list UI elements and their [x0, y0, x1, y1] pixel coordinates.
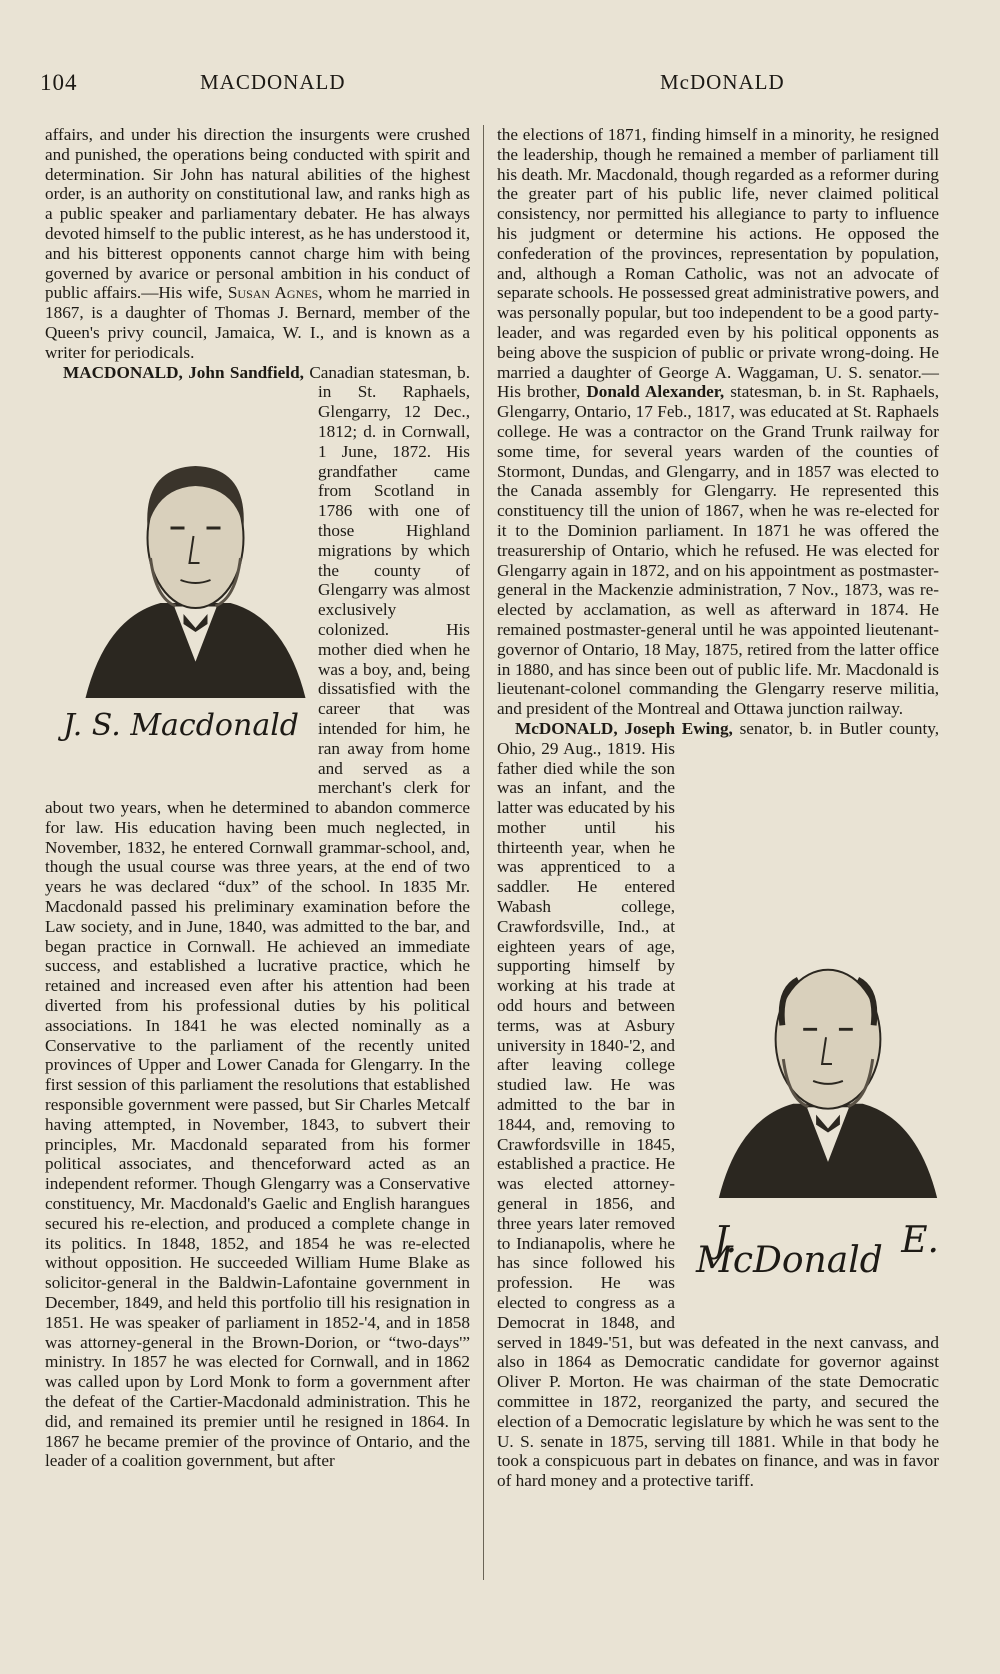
- page-number: 104: [40, 70, 78, 95]
- paragraph: [45, 125, 470, 363]
- right-column: [497, 125, 939, 1491]
- entry-text: Canadian statesman, b. in St. Raphaels, Glengarry, 12 Dec., 1812; d. in Cornwall, 1 June, 1872. His grandfather came from Scotland in 1786 with one of those Highland migrations by which the county of Glengarry was almost exclusively colonized. His mother died when he was a boy, and, being dissatisfied with the career that was intended for him, he ran away from home and served as a merchant's clerk for about two years, when he determined to abandon commerce for law. His education having been much neglected, in November, 1832, he entered Cornwall grammar-school, and, though the usual course was three years, at the end of two years he was declared “dux” of the school. In 1835 Mr. Macdonald passed his preliminary examination before the Law society, and in June, 1840, was admitted to the bar, and began practice in Cornwall. He achieved an immediate success, and established a lucrative practice, which he retained and increased even after his attention had been diverted from his professional duties by his political associations. In 1841 he was elected nominally as a Conservative to the parliament of the recently united provinces of Upper and Lower Canada for Glengarry. In the first session of this parliament the resolutions that established responsible government were passed, but Sir Charles Metcalf having attempted, in November, 1843, to subvert their principles, Mr. Macdonald separated from his former political associates, and thenceforward acted as an independent reformer. Though Glengarry was a Conservative constituency, Mr. Macdonald's Gaelic and English harangues secured his re-election, and produced a complete change in its politics. In 1848, 1852, and 1854 he was re-elected without opposition. He succeeded William Hume Blake as solicitor-general in the Baldwin-Lafontaine government in December, 1849, and held this portfolio till his resignation in 1851. He was speaker of parliament in 1852-'4, and in 1858 was attorney-general in the Brown-Dorion, or “two-days'” ministry. In 1857 he was elected for Cornwall, and in 1862 was called upon by Lord Monk to form a government after the defeat of the Cartier-Macdonald administration. This he did, and remained its premier until he resigned in 1864. In 1867 he became premier of the province of Ontario, and the leader of a coalition government, but after: [45, 362, 470, 1471]
- paragraph-text: affairs, and under his direction the insurgents were crushed and punished, the operations being conducted with spirit and determination. Sir John has natural abilities of the highest order, is an authority on constitutional law, and ranks high as a public speaker and parliamentary debater. He has always devoted himself to the public interest, as he has understood it, and his bitterest opponents cannot charge him with being governed by avarice or personal ambition in his conduct of public affairs.—His wife,: [45, 125, 470, 303]
- column-divider: [483, 125, 484, 1580]
- spouse-name: Susan Agnes: [227, 283, 319, 303]
- paragraph-text: the elections of 1871, finding himself in a minority, he resigned the leadership, though he remained a member of parliament till his death. Mr. Macdonald, though regarded as a reformer during the greater part of his public life, never claimed political consistency, nor permitted his allegiance to party to influence his judgment or determine his actions. He opposed the confederation of the provinces, representation by population, and, although a Roman Catholic, was not an advocate of separate schools. He possessed great administrative powers, and was personally popular, but too independent to be a good party-leader, and was regarded even by his political opponents as being above the suspicion of public or private wrong-doing. He married a daughter of George A. Waggaman, U. S. senator.—His brother,: [497, 125, 939, 402]
- entry-heading: MACDONALD, John Sandfield,: [63, 362, 304, 382]
- signature: J. S. Macdonald: [63, 708, 300, 744]
- paragraph-text: statesman, b. in St. Raphaels, Glengarry, Ontario, 17 Feb., 1817, was educated at St. Raphaels college. He was a contractor on the Grand Trunk railway for some time, for several years warden of the counties of Stormont, Dundas, and Glengarry, and in 1857 was elected to the Canada assembly for Glengarry. He represented this constituency till the union of 1867, when he was re-elected for it to the Dominion parliament. In 1871 he was offered the treasurership of Ontario, which he refused. He was elected for Glengarry again in 1872, and on his appointment as postmaster-general in the Mackenzie administration, 7 Nov., 1873, was re-elected by acclamation, as well as afterward in 1874. He remained postmaster-general until he was appointed lieutenant-governor of Ontario, 18 May, 1875, retired from the latter office in 1880, and has since been out of public life. Mr. Macdonald is lieutenant-colonel commanding the Glengarry reserve militia, and president of the Montreal and Ottawa junction railway.: [497, 382, 939, 719]
- left-running-head: MACDONALD: [200, 70, 346, 94]
- left-column: [45, 125, 470, 1471]
- signature: J. E. McDonald: [696, 1219, 939, 1281]
- entry-john-sandfield: [45, 363, 470, 1472]
- entry-subheading: Donald Alexander,: [586, 382, 725, 402]
- right-running-head: McDONALD: [660, 70, 785, 94]
- paragraph-text: , whom he married in 1867, is a daughter of Thomas J. Bernard, member of the Queen's privy council, Jamaica, W. I., and is known as a writer for periodicals.: [45, 283, 471, 362]
- engraved-portrait: [45, 428, 310, 778]
- entry-heading: McDONALD, Joseph Ewing,: [515, 718, 733, 738]
- engraved-portrait: [681, 929, 939, 1314]
- paragraph: [497, 125, 939, 719]
- entry-joseph-ewing: [497, 719, 939, 1491]
- entry-text: senator, b. in Butler county, Ohio, 29 Aug., 1819. His father died while the son was an infant, and the latter was educated by his mother until his thirteenth year, when he was apprenticed to a saddler. He entered Wabash college, Crawfordsville, Ind., at eighteen years of age, supporting himself by working at his trade at odd hours and between terms, was at Asbury university in 1840-'2, and after leaving college studied law. He was admitted to the bar in 1844, and, removing to Crawfordsville in 1845, established a practice. He was elected attorney-general in 1856, and three years later removed to Indianapolis, where he has since followed his profession. He was elected to congress as a Democrat in 1848, and served in 1849-'51, but was defeated in the next canvass, and also in 1864 as Democratic candidate for governor against Oliver P. Morton. He was chairman of the state Democratic committee in 1872, reorganized the party, and secured the election of a Democratic legislature by which he was sent to the U. S. senate in 1875, serving till 1881. While in that body he took a conspicuous part in debates on finance, and was in favor of hard money and a protective tariff.: [497, 718, 940, 1491]
- page-header: [40, 70, 810, 100]
